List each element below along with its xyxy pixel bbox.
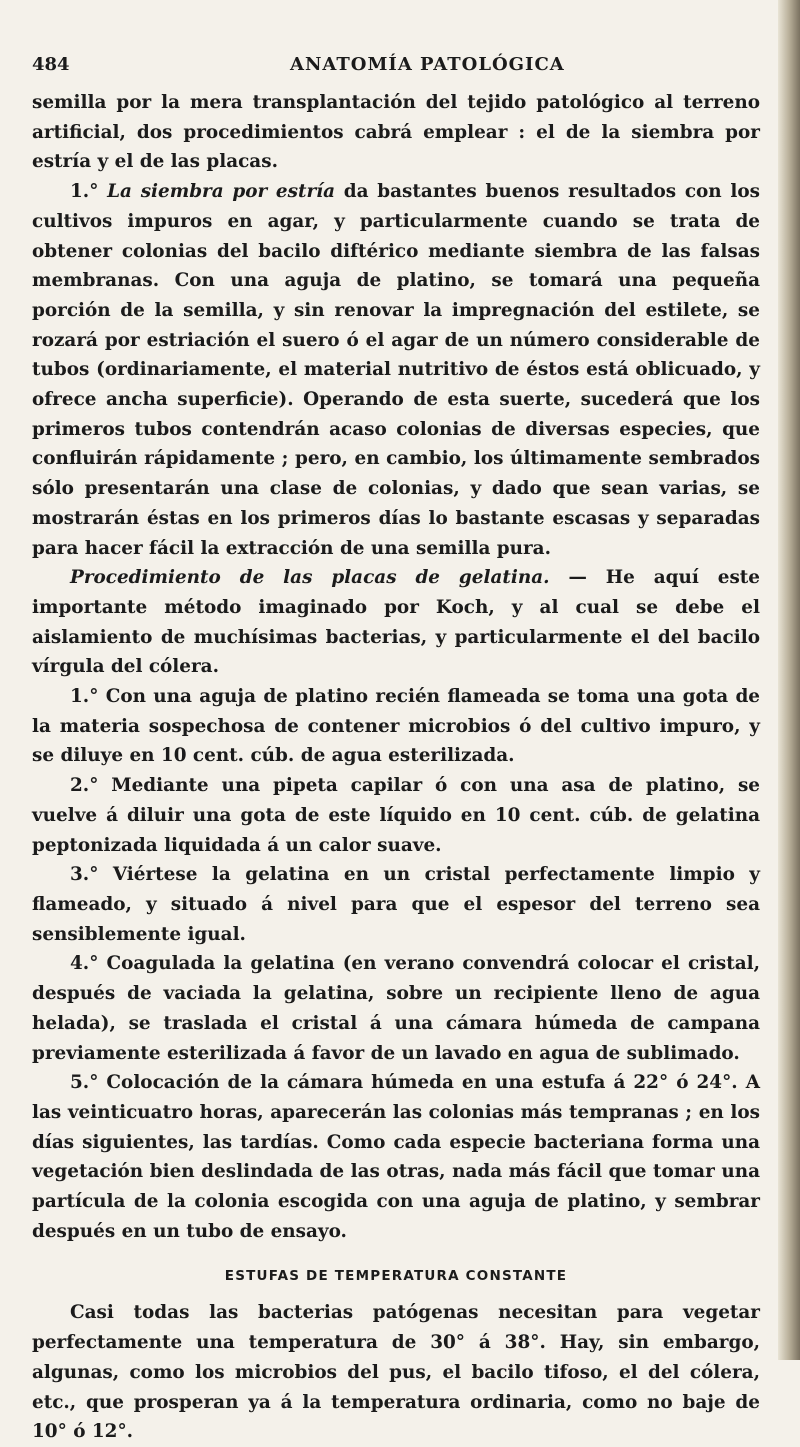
paragraph-step-4: 4.° Coagulada la gelatina (en verano convendrá colocar el cristal, después de vaciada la gelatina, sobre un recipiente lleno de agua helada), se traslada el cristal á una cámara húmeda de campana previamente esterilizada á favor de un lavado en agua de sublimado. [32,953,760,1064]
paragraph-step-3: 3.° Viértese la gelatina en un cristal perfectamente limpio y flameado, y situado á nivel para que el espesor del terreno sea sensiblemente igual. [32,864,760,945]
book-page [32,54,760,1447]
page-number: 484 [32,54,70,75]
paragraph-step-5: 5.° Colocación de la cámara húmeda en una estufa á 22° ó 24°. A las veinticuatro horas, aparecerán las colonias más tempranas ; en los días siguientes, las tardías. Como cada especie bacteriana forma una vegetación bien deslindada de las otras, nada más fácil que tomar una partícula de la colonia escogida con una aguja de platino, y sembrar después en un tubo de ensayo. [32,1072,760,1242]
paragraph-continuation: semilla por la mera transplantación del tejido patológico al terreno artificial, dos procedimientos cabrá emplear : el de la siembra por estría y el de las placas. [32,92,760,173]
italic-term: Procedimiento de las placas de gelatina. [70,567,550,589]
italic-term: La siembra por estría [107,181,336,203]
page-header [32,54,760,88]
paragraph-placas-gelatina: Procedimiento de las placas de gelatina. — He aquí este importante método imaginado por Koch, y al cual se debe el aislamiento de muchísimas bacterias, y particularmente el del bacilo vírgula del cólera. [32,567,760,678]
paragraph-closing: Casi todas las bacterias patógenas necesitan para vegetar perfectamente una temperatura de 30° á 38°. Hay, sin embargo, algunas, como los microbios del pus, el bacilo tifoso, el del cólera, etc., que prosperan ya á la temperatura ordinaria, como no baje de 10° ó 12°. [32,1302,760,1443]
page-edge-shadow [778,0,800,1360]
paragraph-step-2: 2.° Mediante una pipeta capilar ó con una asa de platino, se vuelve á diluir una gota de este líquido en 10 cent. cúb. de gelatina peptonizada liquidada á un calor suave. [32,775,761,856]
paragraph-siembra-estria: 1.° La siembra por estría da bastantes buenos resultados con los cultivos impuros en agar, y particularmente cuando se trata de obtener colonias del bacilo diftérico mediante siembra de las falsas membranas. Con una aguja de platino, se tomará una pequeña porción de la semilla, y sin renovar la impregnación del estilete, se rozará por estriación el suero ó el agar de un número considerable de tubos (ordinariamente, el material nutritivo de éstos está oblicuado, y ofrece ancha superficie). Operando de esta suerte, sucederá que los primeros tubos contendrán acaso colonias de diversas especies, que confluirán rápidamente ; pero, en cambio, los últimamente sembrados sólo presentarán una clase de colonias, y dado que sean varias, se mostrarán éstas en los primeros días lo bastante escasas y separadas para hacer fácil la extracción de una semilla pura. [32,181,760,559]
section-heading: ESTUFAS DE TEMPERATURA CONSTANTE [224,1268,568,1285]
paragraph-step-1: 1.° Con una aguja de platino recién flameada se toma una gota de la materia sospechosa de contener microbios ó del cultivo impuro, y se diluye en 10 cent. cúb. de agua esterilizada. [32,686,761,767]
running-title: ANATOMÍA PATOLÓGICA [290,54,565,75]
